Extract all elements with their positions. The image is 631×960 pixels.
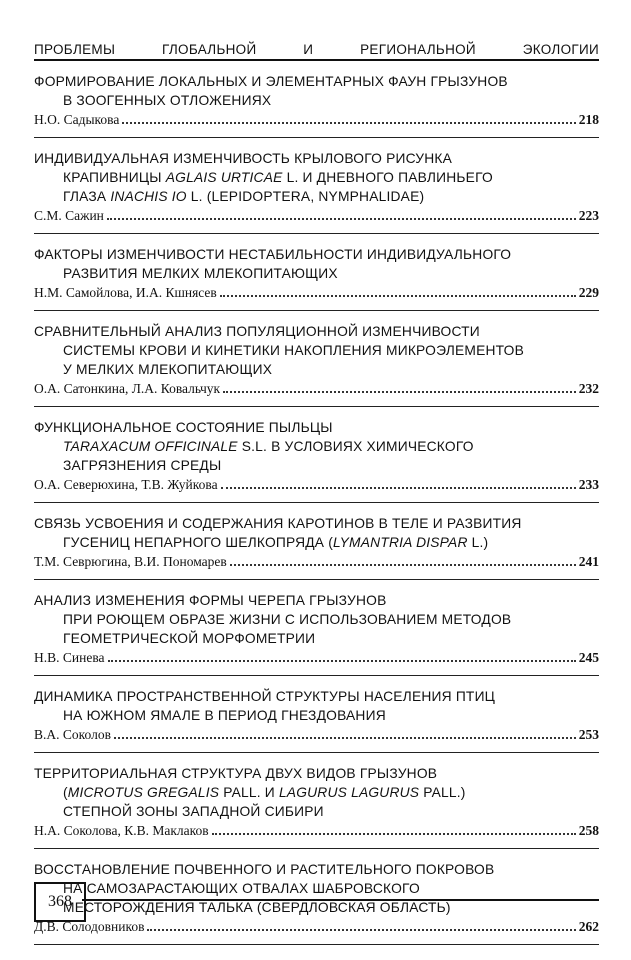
- dot-leader: [114, 736, 576, 739]
- table-of-contents: [34, 72, 599, 956]
- page-number-box: [34, 882, 86, 922]
- title-text: L. (LEPIDOPTERA, NYMPHALIDAE): [186, 189, 425, 204]
- title-line: [34, 687, 599, 706]
- author-line: [34, 553, 599, 571]
- title-text: ИНДИВИДУАЛЬНАЯ ИЗМЕНЧИВОСТЬ КРЫЛОВОГО РИСУНКА: [34, 151, 453, 166]
- title-line: [34, 591, 599, 610]
- title-text: ГЕОМЕТРИЧЕСКОЙ МОРФОМЕТРИИ: [63, 631, 316, 646]
- title-text: МЕСТОРОЖДЕНИЯ ТАЛЬКА (СВЕРДЛОВСКАЯ ОБЛАСТЬ): [63, 900, 451, 915]
- entry-title: [34, 591, 599, 648]
- toc-entry: [34, 245, 599, 311]
- title-line: [34, 91, 599, 110]
- dot-leader: [230, 563, 576, 566]
- title-text: ДИНАМИКА ПРОСТРАНСТВЕННОЙ СТРУКТУРЫ НАСЕЛЕНИЯ ПТИЦ: [34, 689, 496, 704]
- entry-authors: О.А. Сатонкина, Л.А. Ковальчук: [34, 381, 221, 396]
- title-line: [34, 322, 599, 341]
- running-header-word: ЭКОЛОГИИ: [522, 42, 599, 57]
- entry-authors: Н.М. Самойлова, И.А. Кшнясев: [34, 285, 217, 300]
- entry-page-number: 241: [578, 554, 599, 569]
- title-line: [34, 187, 599, 206]
- title-line: [34, 514, 599, 533]
- title-line: [34, 706, 599, 725]
- title-text: КРАПИВНИЦЫ: [63, 170, 166, 185]
- entry-title: [34, 72, 599, 110]
- entry-page-number: 262: [578, 919, 599, 934]
- toc-entry: [34, 322, 599, 407]
- title-text: L.): [467, 535, 489, 550]
- entry-authors: В.А. Соколов: [34, 727, 111, 742]
- title-text: ГУСЕНИЦ НЕПАРНОГО ШЕЛКОПРЯДА (: [63, 535, 334, 550]
- entry-title: [34, 245, 599, 283]
- author-line: [34, 822, 599, 840]
- entry-title: [34, 322, 599, 379]
- title-line: [34, 437, 599, 456]
- title-line: [34, 264, 599, 283]
- title-text: S.L. В УСЛОВИЯХ ХИМИЧЕСКОГО: [237, 439, 474, 454]
- taxon-name: LYMANTRIA DISPAR: [333, 535, 468, 550]
- entry-title: [34, 764, 599, 821]
- title-line: [34, 341, 599, 360]
- running-header-word: ГЛОБАЛЬНОЙ: [162, 42, 257, 57]
- taxon-name: INACHIS IO: [110, 189, 187, 204]
- title-text: РАЗВИТИЯ МЕЛКИХ МЛЕКОПИТАЮЩИХ: [63, 266, 338, 281]
- title-line: [34, 72, 599, 91]
- running-header: [34, 33, 599, 61]
- toc-entry: [34, 764, 599, 849]
- author-line: [34, 207, 599, 225]
- running-header-word: И: [303, 42, 314, 57]
- author-line: [34, 111, 599, 129]
- entry-title: [34, 687, 599, 725]
- author-line: [34, 284, 599, 302]
- title-line: [34, 860, 599, 879]
- author-line: [34, 380, 599, 398]
- title-text: ТЕРРИТОРИАЛЬНАЯ СТРУКТУРА ДВУХ ВИДОВ ГРЫЗУНОВ: [34, 766, 438, 781]
- toc-entry: [34, 149, 599, 234]
- title-text: ПРИ РОЮЩЕМ ОБРАЗЕ ЖИЗНИ С ИСПОЛЬЗОВАНИЕМ МЕТОДОВ: [63, 612, 512, 627]
- title-line: [34, 418, 599, 437]
- running-header-word: ПРОБЛЕМЫ: [34, 42, 116, 57]
- toc-entry: [34, 418, 599, 503]
- title-line: [34, 629, 599, 648]
- taxon-name: LAGURUS LAGURUS: [278, 785, 420, 800]
- entry-authors: Н.А. Соколова, К.В. Маклаков: [34, 823, 209, 838]
- dot-leader: [147, 928, 575, 931]
- toc-entry: [34, 514, 599, 580]
- entry-page-number: 253: [578, 727, 599, 742]
- title-text: ВОССТАНОВЛЕНИЕ ПОЧВЕННОГО И РАСТИТЕЛЬНОГО ПОКРОВОВ: [34, 862, 495, 877]
- author-line: [34, 476, 599, 494]
- title-text: В ЗООГЕННЫХ ОТЛОЖЕНИЯХ: [63, 93, 272, 108]
- title-text: НА ЮЖНОМ ЯМАЛЕ В ПЕРИОД ГНЕЗДОВАНИЯ: [63, 708, 386, 723]
- dot-leader: [107, 217, 576, 220]
- page-number: 368: [48, 893, 72, 910]
- title-text: (: [63, 785, 68, 800]
- entry-authors: Д.В. Солодовников: [34, 919, 145, 934]
- entry-page-number: 232: [578, 381, 599, 396]
- dot-leader: [212, 832, 576, 835]
- entry-authors: Т.М. Севрюгина, В.И. Пономарев: [34, 554, 227, 569]
- toc-entry: [34, 591, 599, 676]
- entry-page-number: 223: [578, 208, 599, 223]
- title-text: PALL.): [419, 785, 466, 800]
- author-line: [34, 726, 599, 744]
- author-line: [34, 649, 599, 667]
- taxon-name: AGLAIS URTICAE: [165, 170, 283, 185]
- title-text: СТЕПНОЙ ЗОНЫ ЗАПАДНОЙ СИБИРИ: [63, 804, 324, 819]
- entry-authors: Н.О. Садыкова: [34, 112, 120, 127]
- title-text: НА САМОЗАРАСТАЮЩИХ ОТВАЛАХ ШАБРОВСКОГО: [63, 881, 420, 896]
- toc-entry: [34, 72, 599, 138]
- title-line: [34, 802, 599, 821]
- title-text: ФАКТОРЫ ИЗМЕНЧИВОСТИ НЕСТАБИЛЬНОСТИ ИНДИВИДУАЛЬНОГО: [34, 247, 512, 262]
- taxon-name: MICROTUS GREGALIS: [67, 785, 220, 800]
- entry-page-number: 229: [578, 285, 599, 300]
- title-text: АНАЛИЗ ИЗМЕНЕНИЯ ФОРМЫ ЧЕРЕПА ГРЫЗУНОВ: [34, 593, 387, 608]
- title-line: [34, 783, 599, 802]
- title-line: [34, 168, 599, 187]
- title-line: [34, 360, 599, 379]
- dot-leader: [108, 659, 576, 662]
- title-text: ГЛАЗА: [63, 189, 111, 204]
- dot-leader: [220, 294, 576, 297]
- title-line: [34, 456, 599, 475]
- title-text: PALL. И: [219, 785, 279, 800]
- entry-page-number: 258: [578, 823, 599, 838]
- entry-authors: Н.В. Синева: [34, 650, 105, 665]
- title-line: [34, 610, 599, 629]
- title-text: ЗАГРЯЗНЕНИЯ СРЕДЫ: [63, 458, 222, 473]
- toc-entry: [34, 687, 599, 753]
- title-text: СВЯЗЬ УСВОЕНИЯ И СОДЕРЖАНИЯ КАРОТИНОВ В ТЕЛЕ И РАЗВИТИЯ: [34, 516, 522, 531]
- entry-title: [34, 149, 599, 206]
- entry-title: [34, 514, 599, 552]
- entry-authors: О.А. Северюхина, Т.В. Жуйкова: [34, 477, 218, 492]
- taxon-name: TARAXACUM OFFICINALE: [63, 439, 238, 454]
- entry-authors: С.М. Сажин: [34, 208, 104, 223]
- title-line: [34, 533, 599, 552]
- title-text: ФОРМИРОВАНИЕ ЛОКАЛЬНЫХ И ЭЛЕМЕНТАРНЫХ ФАУН ГРЫЗУНОВ: [34, 74, 508, 89]
- title-text: ФУНКЦИОНАЛЬНОЕ СОСТОЯНИЕ ПЫЛЬЦЫ: [34, 420, 333, 435]
- entry-title: [34, 418, 599, 475]
- footer-rule: [82, 899, 599, 901]
- entry-page-number: 245: [578, 650, 599, 665]
- title-text: У МЕЛКИХ МЛЕКОПИТАЮЩИХ: [63, 362, 273, 377]
- entry-page-number: 218: [578, 112, 599, 127]
- entry-page-number: 233: [578, 477, 599, 492]
- running-header-word: РЕГИОНАЛЬНОЙ: [360, 42, 476, 57]
- dot-leader: [122, 121, 575, 124]
- dot-leader: [223, 390, 576, 393]
- dot-leader: [221, 486, 576, 489]
- page-footer: [34, 878, 599, 928]
- title-text: СИСТЕМЫ КРОВИ И КИНЕТИКИ НАКОПЛЕНИЯ МИКРОЭЛЕМЕНТОВ: [63, 343, 524, 358]
- title-line: [34, 764, 599, 783]
- title-line: [34, 149, 599, 168]
- title-text: L. И ДНЕВНОГО ПАВЛИНЬЕГО: [282, 170, 493, 185]
- title-line: [34, 245, 599, 264]
- title-text: СРАВНИТЕЛЬНЫЙ АНАЛИЗ ПОПУЛЯЦИОННОЙ ИЗМЕНЧИВОСТИ: [34, 324, 480, 339]
